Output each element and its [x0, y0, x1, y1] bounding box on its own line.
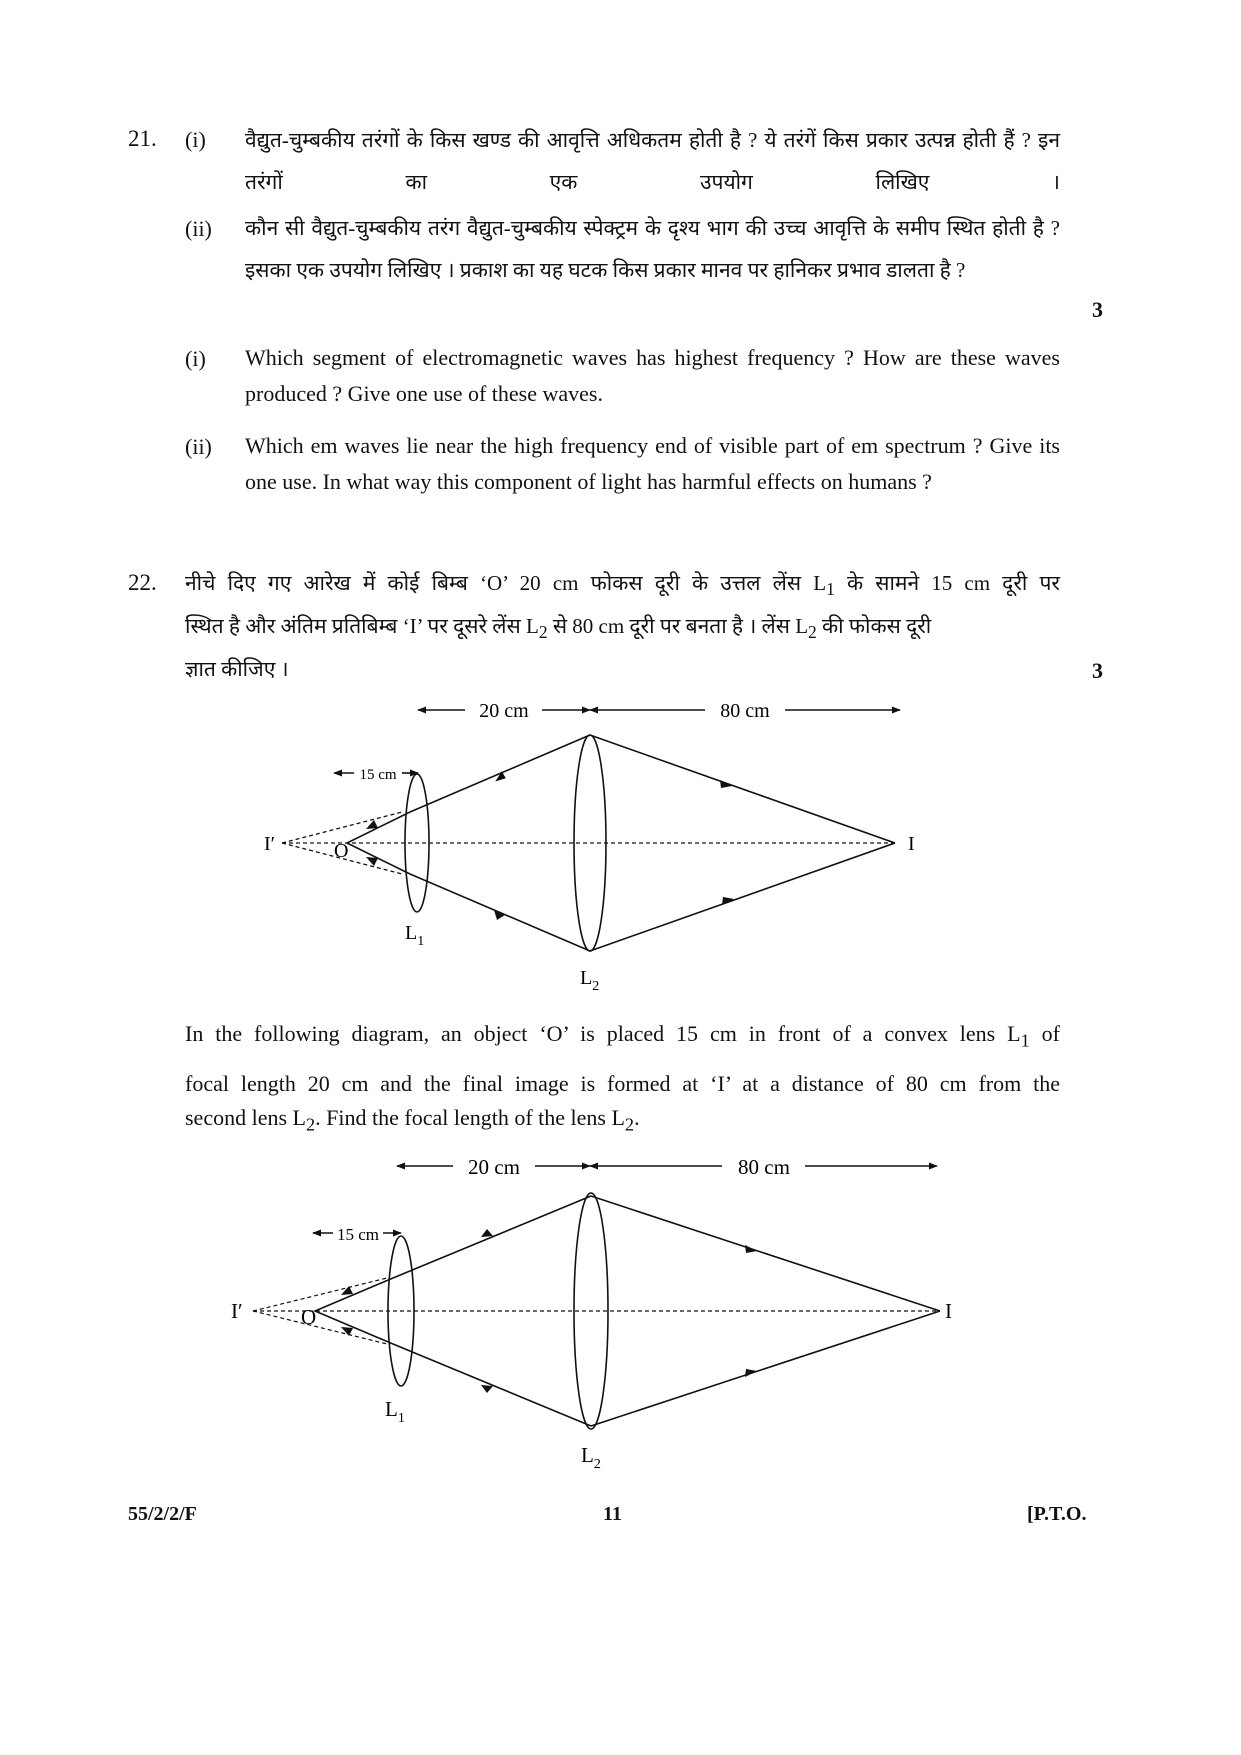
subscript-2: 2	[538, 622, 548, 643]
q21-en-label-i: (i)	[185, 346, 206, 371]
ray-bottom-l1-l2	[393, 1344, 591, 1426]
q22-english-line-3a: second lens L	[185, 1105, 306, 1130]
subscript-2: 2	[624, 1114, 635, 1135]
q22-english-line-1b: of	[1029, 1021, 1061, 1046]
q21-en-label-ii: (ii)	[185, 434, 212, 459]
ray-top-to-image	[591, 1196, 940, 1311]
label-20cm: 20 cm	[479, 700, 529, 722]
subscript-2: 2	[808, 622, 817, 643]
q22-english-line-3	[185, 1100, 640, 1142]
label-lens2: $L_2$	[580, 967, 600, 994]
q21-hindi-part-ii: कौन सी वैद्युत-चुम्बकीय तरंग वैद्युत-चुम्बकीय स्पेक्ट्रम के दृश्य भाग की उच्च आवृत्ति के समीप स्थित होती है ? इसका एक उपयोग लिखिए । प्रकाश का यह घटक किस प्रकार मानव पर हानिकर प्रभाव डालता है ?	[245, 216, 1060, 282]
q22-english-line-1	[185, 1016, 1060, 1058]
q21-hi-label-ii: (ii)	[185, 216, 212, 241]
label-20cm: 20 cm	[468, 1155, 520, 1179]
label-virtual-image: I′	[264, 833, 276, 855]
ray-top-to-image	[590, 735, 895, 843]
label-80cm: 80 cm	[738, 1155, 790, 1179]
q22-hindi-line-2c: की फोकस दूरी	[816, 614, 932, 638]
ray-bottom-to-image	[591, 1311, 940, 1426]
lens-diagram-english	[225, 1148, 975, 1478]
ray-top-l1-l2	[410, 735, 590, 812]
label-object: O	[334, 840, 349, 862]
q22-english-line-3b: . Find the focal length of the lens L	[315, 1105, 625, 1130]
page-number: 11	[603, 1503, 622, 1525]
ray-arrowhead	[745, 1245, 757, 1253]
q22-hindi-line-2b: से 80 cm दूरी पर बनता है । लेंस L	[547, 614, 809, 638]
ray-bottom-to-image	[590, 843, 895, 951]
subscript-2: 2	[305, 1114, 316, 1135]
q22-hindi-line-2a: स्थित है और अंतिम प्रतिबिम्ब ‘I’ पर दूसरे लेंस L	[185, 614, 539, 638]
label-lens2: $L_2$	[581, 1443, 601, 1472]
label-15cm: 15 cm	[359, 767, 397, 783]
subscript-1: 1	[1020, 1030, 1030, 1051]
label-object: O	[301, 1305, 317, 1329]
label-lens1: $L_1$	[405, 922, 425, 949]
q22-hindi-line-2	[185, 605, 1060, 653]
virtual-ray-bottom	[253, 1311, 387, 1344]
label-80cm: 80 cm	[720, 700, 770, 722]
virtual-ray-top	[253, 1278, 387, 1311]
subscript-1: 1	[826, 579, 835, 600]
ray-arrowhead	[366, 857, 378, 866]
q22-marks: 3	[1092, 658, 1103, 683]
object-rays	[347, 812, 410, 874]
ray-bottom-l1-l2	[410, 874, 590, 951]
q22-hindi-line-1b: के सामने 15 cm दूरी पर	[834, 571, 1061, 595]
label-15cm: 15 cm	[336, 1225, 380, 1244]
lens-diagram-hindi	[250, 695, 950, 1000]
q22-english-line-1a: In the following diagram, an object ‘O’ is placed 15 cm in front of a convex lens L	[185, 1021, 1021, 1046]
please-turn-over: [P.T.O.	[1027, 1503, 1087, 1525]
q21-marks: 3	[1092, 297, 1103, 322]
q22-hindi-line-1a: नीचे दिए गए आरेख में कोई बिम्ब ‘O’ 20 cm फोकस दूरी के उत्तल लेंस L	[185, 571, 827, 595]
paper-code: 55/2/2/F	[128, 1503, 197, 1525]
ray-arrowhead	[481, 1385, 493, 1393]
q22-english-line-2: focal length 20 cm and the final image is formed at ‘I’ at a distance of 80 cm from the	[185, 1071, 1060, 1096]
ray-arrowhead	[481, 1229, 493, 1237]
q21-english-part-i: Which segment of electromagnetic waves has highest frequency ? How are these waves produced ? Give one use of these waves.	[245, 345, 1060, 406]
question-number-22: 22.	[128, 570, 157, 595]
ray-arrowhead	[366, 820, 378, 829]
q21-hi-label-i: (i)	[185, 127, 206, 152]
label-image: I	[908, 833, 915, 855]
q22-english-line-3c: .	[634, 1105, 640, 1130]
q22-hindi-line-1	[185, 562, 1060, 610]
label-virtual-image: I′	[231, 1299, 243, 1323]
q21-english-part-ii: Which em waves lie near the high frequency end of visible part of em spectrum ? Give its one use. In what way this component of light has harmful effects on humans ?	[245, 433, 1060, 494]
ray-top-l1-l2	[393, 1196, 591, 1278]
virtual-ray-top	[282, 812, 402, 843]
label-image: I	[945, 1299, 952, 1323]
question-number-21: 21.	[128, 126, 157, 151]
ray-arrowhead	[745, 1369, 757, 1377]
q22-hindi-line-3: ज्ञात कीजिए ।	[185, 657, 289, 681]
q21-hindi-part-i: वैद्युत-चुम्बकीय तरंगों के किस खण्ड की आवृत्ति अधिकतम होती है ? ये तरंगें किस प्रकार उत्पन्न होती हैं ? इन तरंगों का एक उपयोग लिखिए ।	[245, 128, 1060, 194]
label-lens1: $L_1$	[385, 1397, 405, 1426]
